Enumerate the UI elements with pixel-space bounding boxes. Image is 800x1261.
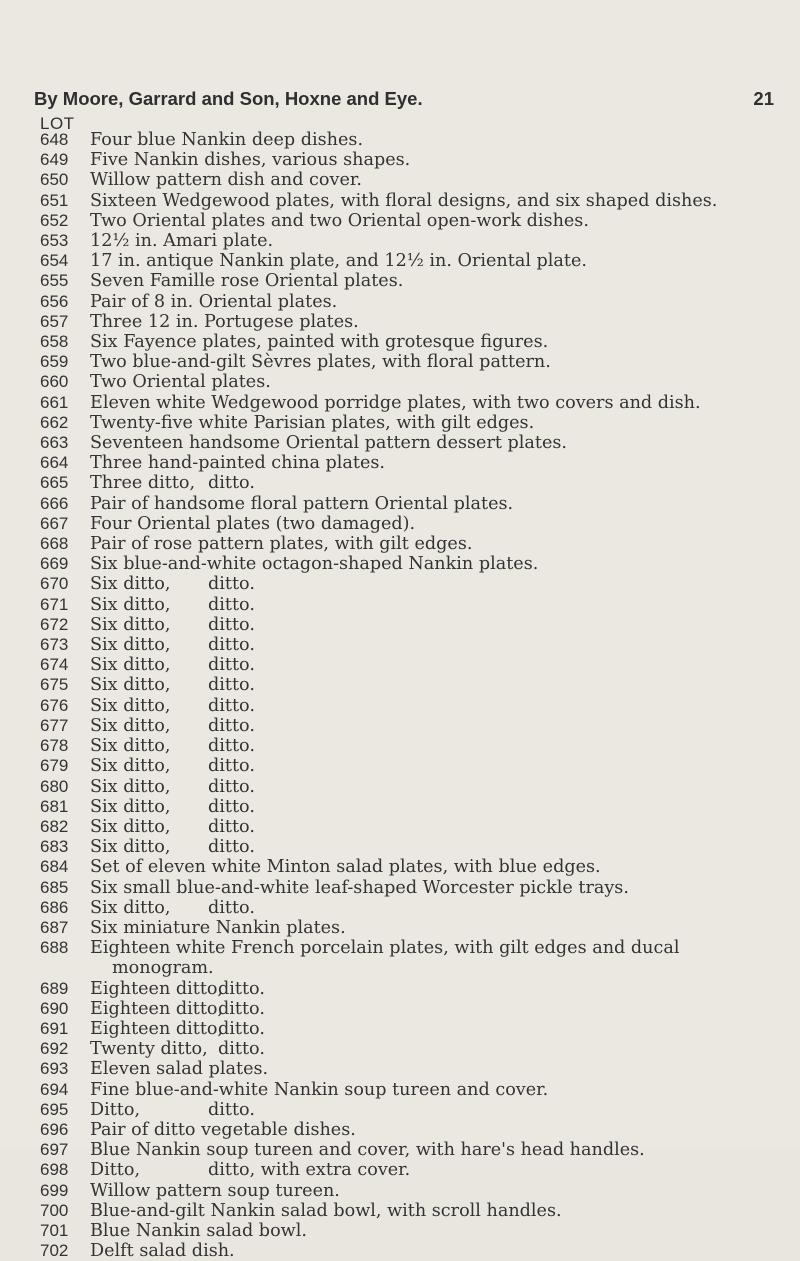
lot-description-text: Fine blue-and-white Nankin soup tureen and cover. [90,1079,549,1100]
lot-entry [0,191,800,211]
lot-description [90,494,800,514]
lot-number: 678 [40,736,69,756]
lot-description [90,857,800,877]
lot-description [90,817,800,837]
lot-entry [0,1201,800,1221]
lot-number: 667 [40,513,69,533]
lot-entry [0,1241,800,1261]
lot-entry [0,1059,800,1079]
lot-entry [0,999,800,1019]
lot-number: 670 [40,574,69,594]
lot-entry [0,938,800,978]
lot-description-text: Twenty-five white Parisian plates, with gilt edges. [90,412,535,433]
lot-ditto-subject: Ditto, [90,1099,141,1120]
lot-description [90,635,800,655]
lot-entry [0,534,800,554]
lot-number: 684 [40,857,69,877]
lot-description-text: Blue-and-gilt Nankin salad bowl, with scroll handles. [90,1200,562,1221]
lot-ditto-subject: Six ditto, [90,715,171,736]
lot-number: 696 [40,1119,69,1139]
lot-entry [0,251,800,271]
lot-number: 702 [40,1241,69,1261]
lot-description-text: Two blue-and-gilt Sèvres plates, with floral pattern. [90,352,551,373]
lot-description [90,999,800,1019]
lot-description-text: Eleven salad plates. [90,1059,269,1080]
lot-entry [0,514,800,534]
lot-number: 659 [40,352,69,372]
lot-ditto-subject: Six ditto, [90,594,171,615]
lot-number: 660 [40,372,69,392]
lot-description [90,191,800,211]
lot-entry [0,756,800,776]
lot-description-text: Set of eleven white Minton salad plates, with blue edges. [90,857,601,878]
lot-number: 676 [40,695,69,715]
lot-number: 652 [40,210,69,230]
lot-description-text: Six Fayence plates, painted with grotesque figures. [90,332,549,353]
lot-entry [0,1221,800,1241]
lot-description [90,1160,800,1180]
lot-number: 657 [40,311,69,331]
lot-ditto-subject: Six ditto, [90,736,171,757]
lot-number: 662 [40,412,69,432]
lot-number: 695 [40,1099,69,1119]
lot-description [90,1120,800,1140]
lot-entry [0,878,800,898]
lot-ditto-mark: ditto. [208,715,255,736]
lot-number: 688 [40,938,69,958]
lot-description-text: Six small blue-and-white leaf-shaped Worcester pickle trays. [90,877,629,898]
lot-description [90,372,800,392]
lot-ditto-mark: ditto. [208,837,255,858]
lot-description-text: Eleven white Wedgewood porridge plates, with two covers and dish. [90,392,701,413]
lot-number: 668 [40,534,69,554]
lot-number: 658 [40,332,69,352]
lot-ditto-mark: ditto. [218,1018,265,1039]
lot-description [90,675,800,695]
lot-entry [0,1039,800,1059]
lot-number: 686 [40,897,69,917]
lot-number: 681 [40,796,69,816]
lot-entry [0,615,800,635]
lot-description-text: Blue Nankin soup tureen and cover, with hare's head handles. [90,1140,645,1161]
lot-number: 664 [40,453,69,473]
lot-description [90,696,800,716]
lot-description-text: Two Oriental plates and two Oriental open-work dishes. [90,210,589,231]
lot-number: 665 [40,473,69,493]
lot-description-text: Seven Famille rose Oriental plates. [90,271,404,292]
lot-number: 669 [40,554,69,574]
lot-entry [0,271,800,291]
lot-entry [0,635,800,655]
lot-description [90,1100,800,1120]
lot-ditto-mark: ditto. [208,574,255,595]
lot-number: 687 [40,917,69,937]
lot-number: 677 [40,715,69,735]
lot-number: 661 [40,392,69,412]
lot-ditto-subject: Eighteen ditto, [90,998,224,1019]
lot-description-text: Pair of 8 in. Oriental plates. [90,291,338,312]
lot-number: 666 [40,493,69,513]
lot-ditto-subject: Six ditto, [90,756,171,777]
lot-description-text: 17 in. antique Nankin plate, and 12½ in. Oriental plate. [90,251,587,272]
page-number: 21 [753,88,774,109]
lot-ditto-mark: ditto. [208,635,255,656]
lot-ditto-subject: Six ditto, [90,897,171,918]
lot-description-text: Blue Nankin salad bowl. [90,1220,307,1241]
lot-ditto-mark: ditto. [208,675,255,696]
lot-description [90,554,800,574]
lot-description [90,595,800,615]
lot-entry [0,312,800,332]
lot-ditto-subject: Six ditto, [90,635,171,656]
lot-entry [0,231,800,251]
lot-ditto-mark: ditto. [208,756,255,777]
lot-entry [0,1160,800,1180]
lot-number: 649 [40,150,69,170]
lot-description [90,393,800,413]
lot-description-text: Willow pattern soup tureen. [90,1180,340,1201]
lot-ditto-subject: Six ditto, [90,574,171,595]
lot-description-text: Two Oriental plates. [90,372,271,393]
lot-description [90,251,800,271]
page-header [34,88,774,114]
lot-entry [0,979,800,999]
lot-description [90,271,800,291]
lot-number: 673 [40,635,69,655]
lot-description [90,1039,800,1059]
lot-description [90,231,800,251]
lot-description [90,797,800,817]
lot-description [90,473,800,493]
lot-description-text: Four blue Nankin deep dishes. [90,130,364,150]
lot-description [90,736,800,756]
lot-number: 685 [40,877,69,897]
lot-entry [0,837,800,857]
lot-ditto-mark: ditto. [218,978,265,999]
lot-ditto-subject: Six ditto, [90,614,171,635]
lot-description-text: Five Nankin dishes, various shapes. [90,150,411,171]
lot-description [90,514,800,534]
lot-ditto-mark: ditto. [218,1039,265,1060]
lot-number: 693 [40,1059,69,1079]
lot-entry [0,797,800,817]
lot-description [90,170,800,190]
lot-description [90,938,800,978]
lot-description [90,292,800,312]
lot-ditto-mark: ditto. [208,796,255,817]
lot-number: 680 [40,776,69,796]
lot-description [90,130,800,150]
lot-description [90,150,800,170]
lot-number: 699 [40,1180,69,1200]
lot-number: 648 [40,130,69,149]
lot-number: 650 [40,170,69,190]
lot-ditto-subject: Three ditto, [90,473,196,494]
lot-entry [0,716,800,736]
running-title: By Moore, Garrard and Son, Hoxne and Eye. [34,88,423,109]
lot-list [0,130,800,1261]
lot-number: 653 [40,231,69,251]
lot-number: 698 [40,1160,69,1180]
lot-ditto-subject: Ditto, [90,1160,141,1181]
lot-description-text: Sixteen Wedgewood plates, with floral designs, and six shaped dishes. [90,190,718,211]
lot-description [90,655,800,675]
lot-description [90,918,800,938]
lot-description-text: Pair of rose pattern plates, with gilt edges. [90,534,473,555]
lot-description [90,615,800,635]
lot-description [90,756,800,776]
lot-ditto-subject: Eighteen ditto, [90,1018,224,1039]
lot-ditto-subject: Six ditto, [90,695,171,716]
lot-ditto-mark: ditto. [218,998,265,1019]
lot-entry [0,574,800,594]
lot-ditto-subject: Six ditto, [90,655,171,676]
lot-number: 701 [40,1220,69,1240]
lot-number: 694 [40,1079,69,1099]
lot-entry [0,292,800,312]
lot-number: 671 [40,594,69,614]
lot-ditto-mark: ditto. [208,736,255,757]
lot-description [90,534,800,554]
lot-number: 651 [40,190,69,210]
lot-number: 691 [40,1018,69,1038]
lot-ditto-subject: Twenty ditto, [90,1039,208,1060]
lot-ditto-subject: Six ditto, [90,675,171,696]
lot-description [90,837,800,857]
lot-description [90,413,800,433]
lot-description [90,1019,800,1039]
lot-ditto-subject: Six ditto, [90,796,171,817]
lot-ditto-mark: ditto. [208,816,255,837]
lot-entry [0,1181,800,1201]
lot-entry [0,655,800,675]
lot-ditto-mark: ditto. [208,897,255,918]
lot-entry [0,150,800,170]
lot-description [90,777,800,797]
lot-entry [0,554,800,574]
lot-number: 679 [40,756,69,776]
lot-entry [0,1120,800,1140]
lot-description [90,332,800,352]
lot-ditto-mark: ditto. [208,614,255,635]
lot-ditto-subject: Six ditto, [90,776,171,797]
lot-entry [0,453,800,473]
lot-entry [0,332,800,352]
lot-description [90,979,800,999]
lot-ditto-subject: Six ditto, [90,837,171,858]
lot-ditto-mark: ditto. [208,1099,255,1120]
lot-description [90,1059,800,1079]
lot-description-text: Six blue-and-white octagon-shaped Nankin plates. [90,554,539,575]
lot-description-continuation: monogram. [112,958,214,979]
lot-description-text: Three hand-painted china plates. [90,453,386,474]
lot-entry [0,494,800,514]
lot-entry [0,1100,800,1120]
lot-ditto-mark: ditto. [208,473,255,494]
lot-number: 682 [40,816,69,836]
lot-number: 656 [40,291,69,311]
lot-entry [0,211,800,231]
lot-ditto-subject: Six ditto, [90,816,171,837]
lot-number: 690 [40,998,69,1018]
lot-ditto-mark: ditto, with extra cover. [208,1160,411,1181]
lot-description-text: Six miniature Nankin plates. [90,917,346,938]
lot-description [90,1221,800,1241]
lot-description [90,433,800,453]
lot-description [90,898,800,918]
lot-description [90,312,800,332]
lot-description [90,1201,800,1221]
lot-number: 675 [40,675,69,695]
lot-entry [0,372,800,392]
lot-number: 683 [40,837,69,857]
lot-number: 672 [40,614,69,634]
lot-ditto-subject: Eighteen ditto, [90,978,224,999]
lot-description [90,878,800,898]
lot-entry [0,393,800,413]
lot-entry [0,696,800,716]
lot-number: 697 [40,1140,69,1160]
lot-entry [0,473,800,493]
lot-number: 663 [40,433,69,453]
lot-description-text: Seventeen handsome Oriental pattern dessert plates. [90,433,568,454]
lot-entry [0,817,800,837]
lot-description [90,352,800,372]
lot-description [90,1140,800,1160]
lot-description-text: Pair of handsome floral pattern Oriental plates. [90,493,514,514]
lot-ditto-mark: ditto. [208,655,255,676]
lot-description-text: Four Oriental plates (two damaged). [90,513,416,534]
lot-ditto-mark: ditto. [208,594,255,615]
lot-ditto-mark: ditto. [208,695,255,716]
lot-description [90,716,800,736]
lot-entry [0,413,800,433]
lot-entry [0,1080,800,1100]
lot-entry [0,170,800,190]
lot-description [90,574,800,594]
lot-entry [0,675,800,695]
lot-description [90,453,800,473]
lot-entry [0,898,800,918]
lot-entry [0,857,800,877]
lot-description-text: Eighteen white French porcelain plates, with gilt edges and ducal [90,938,680,959]
lot-description [90,1181,800,1201]
lot-column-heading: LOT [40,114,75,133]
lot-number: 655 [40,271,69,291]
lot-number: 700 [40,1200,69,1220]
lot-entry [0,736,800,756]
lot-description-text: Delft salad dish. [90,1241,235,1261]
lot-description [90,1241,800,1261]
lot-description-text: Willow pattern dish and cover. [90,170,362,191]
lot-description [90,1080,800,1100]
lot-description-text: Pair of ditto vegetable dishes. [90,1119,356,1140]
lot-entry [0,352,800,372]
lot-number: 689 [40,978,69,998]
lot-entry [0,1019,800,1039]
lot-number: 674 [40,655,69,675]
lot-number: 654 [40,251,69,271]
lot-number: 692 [40,1039,69,1059]
lot-entry [0,595,800,615]
lot-entry [0,1140,800,1160]
lot-entry [0,777,800,797]
lot-description-text: Three 12 in. Portugese plates. [90,311,359,332]
lot-ditto-mark: ditto. [208,776,255,797]
lot-entry [0,433,800,453]
lot-entry [0,130,800,150]
lot-description [90,211,800,231]
lot-description-text: 12½ in. Amari plate. [90,231,274,252]
lot-entry [0,918,800,938]
